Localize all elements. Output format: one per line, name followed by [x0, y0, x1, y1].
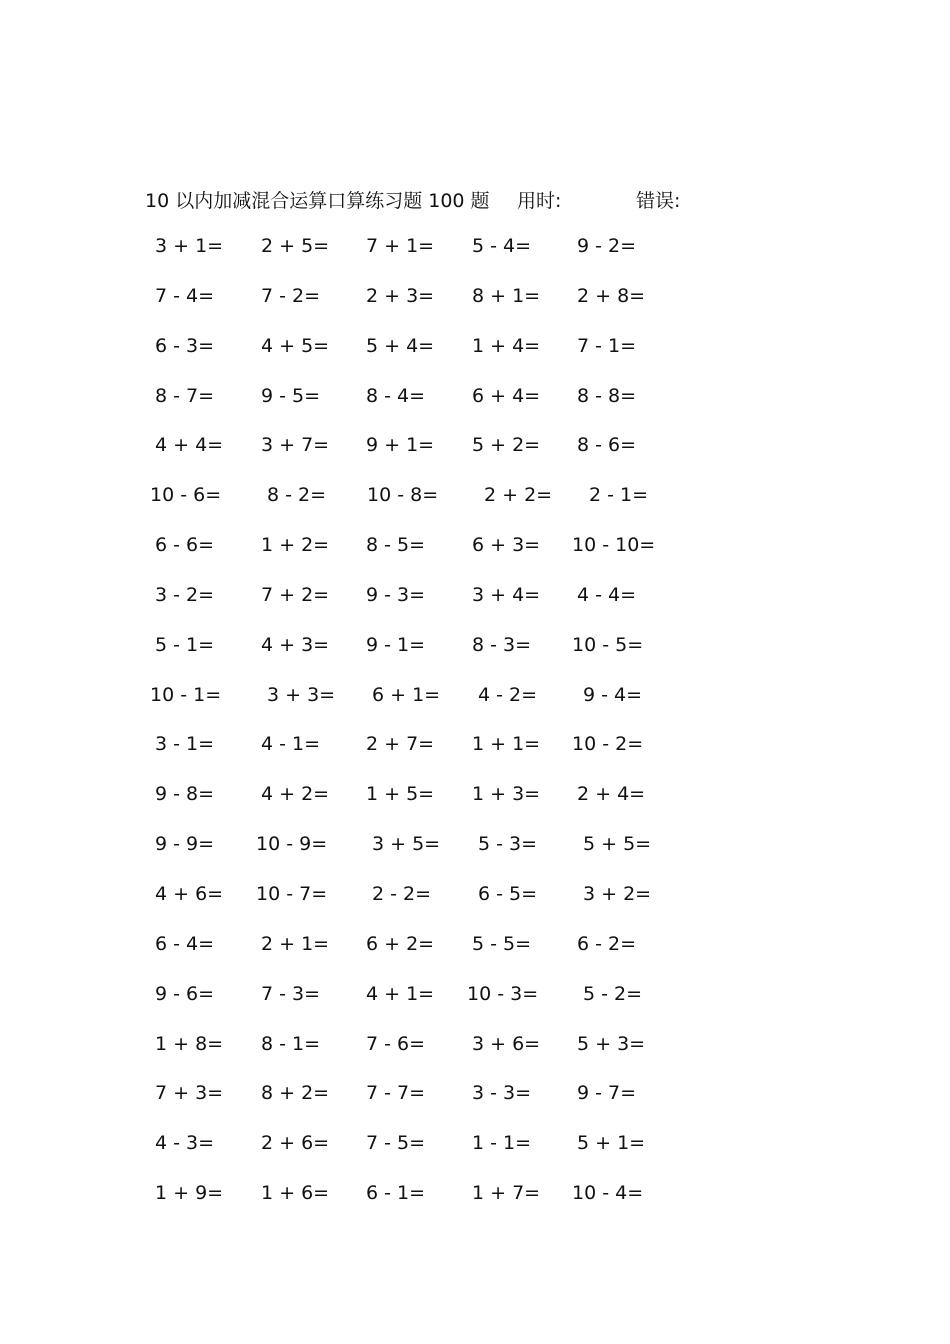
problem-row: [0, 385, 950, 435]
arithmetic-problem: 4 + 4=: [155, 434, 224, 457]
arithmetic-problem: 7 - 2=: [261, 284, 321, 307]
arithmetic-problem: 5 - 5=: [472, 932, 532, 955]
problem-row: [0, 833, 950, 883]
problem-row: [0, 733, 950, 783]
arithmetic-problem: 10 - 9=: [256, 833, 328, 856]
arithmetic-problem: 7 - 1=: [577, 334, 637, 357]
arithmetic-problem: 10 - 8=: [367, 484, 439, 507]
problem-row: [0, 584, 950, 634]
arithmetic-problem: 10 - 6=: [150, 484, 222, 507]
problem-row: [0, 1132, 950, 1182]
arithmetic-problem: 8 - 7=: [155, 384, 215, 407]
arithmetic-problem: 1 + 4=: [472, 334, 541, 357]
arithmetic-problem: 6 - 2=: [577, 932, 637, 955]
arithmetic-problem: 7 - 4=: [155, 284, 215, 307]
problem-row: [0, 783, 950, 833]
arithmetic-problem: 3 + 7=: [261, 434, 330, 457]
arithmetic-problem: 4 + 1=: [366, 982, 435, 1005]
problem-row: [0, 1082, 950, 1132]
arithmetic-problem: 5 - 2=: [583, 982, 643, 1005]
arithmetic-problem: 10 - 4=: [572, 1182, 644, 1205]
arithmetic-problem: 1 + 3=: [472, 783, 541, 806]
arithmetic-problem: 8 - 6=: [577, 434, 637, 457]
arithmetic-problem: 8 - 3=: [472, 633, 532, 656]
arithmetic-problem: 6 + 2=: [366, 932, 435, 955]
arithmetic-problem: 5 + 5=: [583, 833, 652, 856]
arithmetic-problem: 2 + 7=: [366, 733, 435, 756]
worksheet-title: 10 以内加减混合运算口算练习题 100 题: [145, 190, 490, 212]
arithmetic-problem: 1 + 8=: [155, 1032, 224, 1055]
problem-row: [0, 235, 950, 285]
arithmetic-problem: 4 - 2=: [478, 683, 538, 706]
arithmetic-problem: 4 + 2=: [261, 783, 330, 806]
arithmetic-problem: 1 - 1=: [472, 1132, 532, 1155]
arithmetic-problem: 3 + 4=: [472, 583, 541, 606]
error-count-label: 错误:: [636, 190, 681, 212]
time-taken-label: 用时:: [517, 190, 562, 212]
problem-row: [0, 933, 950, 983]
arithmetic-problem: 10 - 10=: [572, 534, 656, 557]
arithmetic-problem: 2 + 2=: [484, 484, 553, 507]
arithmetic-problem: 8 + 1=: [472, 284, 541, 307]
problem-grid: [0, 235, 950, 1232]
arithmetic-problem: 5 + 1=: [577, 1132, 646, 1155]
arithmetic-problem: 6 + 1=: [372, 683, 441, 706]
arithmetic-problem: 2 - 2=: [372, 882, 432, 905]
problem-row: [0, 335, 950, 385]
arithmetic-problem: 10 - 1=: [150, 683, 222, 706]
arithmetic-problem: 9 + 1=: [366, 434, 435, 457]
arithmetic-problem: 4 + 6=: [155, 882, 224, 905]
arithmetic-problem: 5 + 3=: [577, 1032, 646, 1055]
arithmetic-problem: 6 - 3=: [155, 334, 215, 357]
problem-row: [0, 534, 950, 584]
arithmetic-problem: 4 + 3=: [261, 633, 330, 656]
problem-row: [0, 1033, 950, 1083]
arithmetic-problem: 2 + 1=: [261, 932, 330, 955]
arithmetic-problem: 5 - 4=: [472, 235, 532, 257]
arithmetic-problem: 8 - 4=: [366, 384, 426, 407]
arithmetic-problem: 3 + 1=: [155, 235, 224, 257]
arithmetic-problem: 5 - 1=: [155, 633, 215, 656]
arithmetic-problem: 1 + 7=: [472, 1182, 541, 1205]
problem-row: [0, 1182, 950, 1232]
arithmetic-problem: 7 - 3=: [261, 982, 321, 1005]
arithmetic-problem: 7 + 1=: [366, 235, 435, 257]
arithmetic-problem: 4 - 1=: [261, 733, 321, 756]
arithmetic-problem: 6 - 5=: [478, 882, 538, 905]
arithmetic-problem: 9 - 5=: [261, 384, 321, 407]
arithmetic-problem: 7 - 7=: [366, 1082, 426, 1105]
problem-row: [0, 983, 950, 1033]
arithmetic-problem: 9 - 6=: [155, 982, 215, 1005]
arithmetic-problem: 3 - 3=: [472, 1082, 532, 1105]
arithmetic-problem: 5 + 2=: [472, 434, 541, 457]
arithmetic-problem: 8 + 2=: [261, 1082, 330, 1105]
arithmetic-problem: 7 - 6=: [366, 1032, 426, 1055]
arithmetic-problem: 5 - 3=: [478, 833, 538, 856]
arithmetic-problem: 7 + 2=: [261, 583, 330, 606]
arithmetic-problem: 9 - 8=: [155, 783, 215, 806]
arithmetic-problem: 9 - 9=: [155, 833, 215, 856]
arithmetic-problem: 10 - 2=: [572, 733, 644, 756]
arithmetic-problem: 3 + 5=: [372, 833, 441, 856]
arithmetic-problem: 1 + 5=: [366, 783, 435, 806]
arithmetic-problem: 4 - 3=: [155, 1132, 215, 1155]
arithmetic-problem: 1 + 1=: [472, 733, 541, 756]
arithmetic-problem: 3 + 6=: [472, 1032, 541, 1055]
arithmetic-problem: 7 + 3=: [155, 1082, 224, 1105]
arithmetic-problem: 1 + 2=: [261, 534, 330, 557]
arithmetic-problem: 8 - 2=: [267, 484, 327, 507]
arithmetic-problem: 3 - 1=: [155, 733, 215, 756]
arithmetic-problem: 8 - 1=: [261, 1032, 321, 1055]
arithmetic-problem: 1 + 6=: [261, 1182, 330, 1205]
arithmetic-problem: 10 - 7=: [256, 882, 328, 905]
arithmetic-problem: 2 + 5=: [261, 235, 330, 257]
arithmetic-problem: 2 + 4=: [577, 783, 646, 806]
arithmetic-problem: 9 - 1=: [366, 633, 426, 656]
problem-row: [0, 434, 950, 484]
arithmetic-problem: 6 - 6=: [155, 534, 215, 557]
arithmetic-problem: 10 - 5=: [572, 633, 644, 656]
arithmetic-problem: 5 + 4=: [366, 334, 435, 357]
arithmetic-problem: 9 - 2=: [577, 235, 637, 257]
arithmetic-problem: 6 - 1=: [366, 1182, 426, 1205]
arithmetic-problem: 7 - 5=: [366, 1132, 426, 1155]
arithmetic-problem: 3 + 3=: [267, 683, 336, 706]
arithmetic-problem: 2 - 1=: [589, 484, 649, 507]
arithmetic-problem: 2 + 8=: [577, 284, 646, 307]
problem-row: [0, 484, 950, 534]
problem-row: [0, 634, 950, 684]
arithmetic-problem: 9 - 4=: [583, 683, 643, 706]
problem-row: [0, 883, 950, 933]
arithmetic-problem: 2 + 6=: [261, 1132, 330, 1155]
arithmetic-problem: 3 + 2=: [583, 882, 652, 905]
arithmetic-problem: 8 - 8=: [577, 384, 637, 407]
arithmetic-problem: 3 - 2=: [155, 583, 215, 606]
arithmetic-problem: 8 - 5=: [366, 534, 426, 557]
arithmetic-problem: 2 + 3=: [366, 284, 435, 307]
arithmetic-problem: 6 + 3=: [472, 534, 541, 557]
problem-row: [0, 285, 950, 335]
arithmetic-problem: 10 - 3=: [467, 982, 539, 1005]
arithmetic-problem: 4 - 4=: [577, 583, 637, 606]
arithmetic-problem: 4 + 5=: [261, 334, 330, 357]
arithmetic-problem: 9 - 7=: [577, 1082, 637, 1105]
problem-row: [0, 684, 950, 734]
arithmetic-problem: 1 + 9=: [155, 1182, 224, 1205]
arithmetic-problem: 6 + 4=: [472, 384, 541, 407]
arithmetic-problem: 9 - 3=: [366, 583, 426, 606]
arithmetic-problem: 6 - 4=: [155, 932, 215, 955]
